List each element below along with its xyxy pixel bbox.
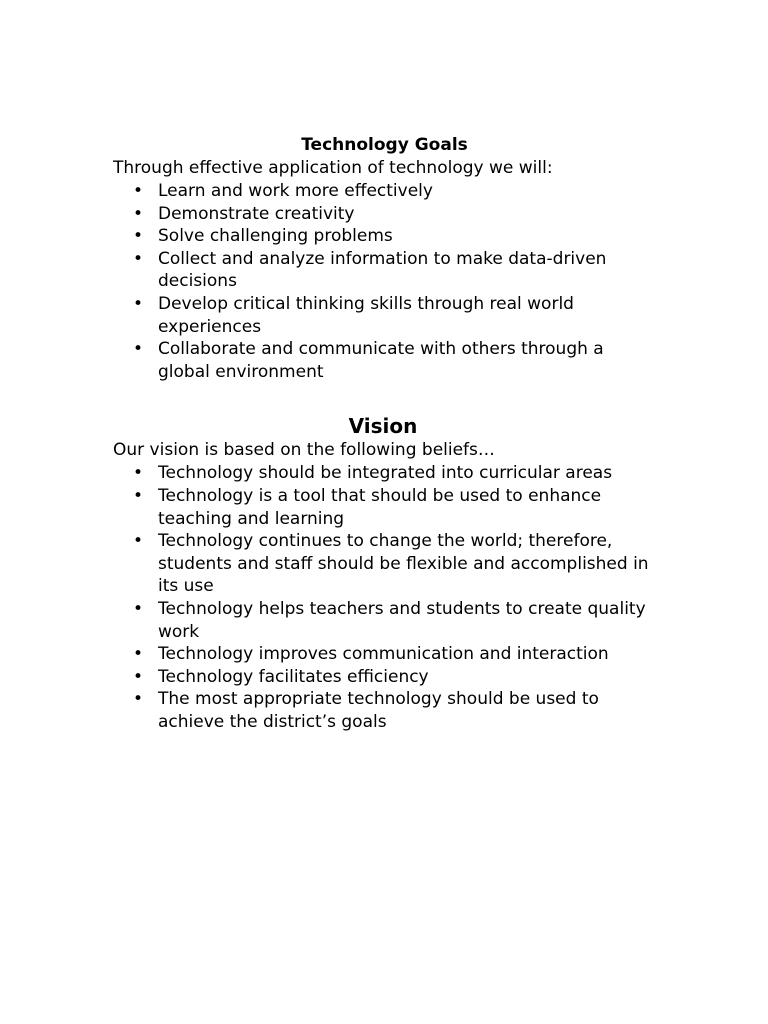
bullet-icon: • bbox=[133, 181, 144, 201]
list-item-text: Develop critical thinking skills through real world experiences bbox=[158, 293, 574, 337]
bullet-icon: • bbox=[133, 689, 144, 710]
list-item-text: Demonstrate creativity bbox=[158, 203, 355, 224]
list-item bbox=[113, 643, 658, 666]
section-spacer bbox=[113, 383, 658, 413]
bullet-icon: • bbox=[133, 293, 144, 314]
bullet-icon: • bbox=[133, 485, 144, 506]
vision-list bbox=[113, 462, 658, 733]
list-item-text: Solve challenging problems bbox=[158, 226, 393, 247]
technology-goals-heading: Technology Goals bbox=[301, 135, 468, 155]
list-item-text: Technology facilitates efficiency bbox=[158, 666, 429, 687]
list-item-text: Technology is a tool that should be used to enhance teaching and learning bbox=[158, 485, 602, 529]
technology-goals-list bbox=[113, 180, 658, 383]
bullet-icon: • bbox=[133, 339, 144, 360]
list-item bbox=[113, 666, 658, 689]
bullet-icon: • bbox=[133, 248, 144, 269]
list-item bbox=[113, 462, 658, 485]
list-item bbox=[113, 688, 658, 733]
list-item bbox=[113, 530, 658, 598]
list-item-text: Technology helps teachers and students to create quality work bbox=[158, 598, 646, 642]
list-item-text: Learn and work more effectively bbox=[158, 181, 433, 201]
list-item bbox=[113, 225, 658, 248]
list-item bbox=[113, 485, 658, 530]
bullet-icon: • bbox=[133, 226, 144, 247]
list-item-text: Collect and analyze information to make data-driven decisions bbox=[158, 248, 607, 292]
list-item-text: Collaborate and communicate with others through a global environment bbox=[158, 339, 604, 382]
bullet-icon: • bbox=[133, 531, 144, 552]
list-item-text: Technology improves communication and interaction bbox=[158, 644, 609, 665]
vision-heading: Vision bbox=[348, 414, 418, 439]
list-item bbox=[113, 248, 658, 293]
vision-intro: Our vision is based on the following beliefs… bbox=[113, 440, 495, 461]
list-item bbox=[113, 203, 658, 226]
technology-goals-intro: Through effective application of technology we will: bbox=[113, 158, 553, 178]
list-item-text: The most appropriate technology should be used to achieve the district’s goals bbox=[158, 689, 599, 732]
bullet-icon: • bbox=[133, 666, 144, 687]
document-content bbox=[113, 134, 658, 733]
list-item-text: Technology continues to change the world; therefore, students and staff should be flexible and accomplished in its use bbox=[158, 531, 649, 597]
bullet-icon: • bbox=[133, 598, 144, 619]
list-item bbox=[113, 293, 658, 338]
bullet-icon: • bbox=[133, 644, 144, 665]
list-item-text: Technology should be integrated into curricular areas bbox=[158, 463, 613, 484]
list-item bbox=[113, 338, 658, 383]
bullet-icon: • bbox=[133, 203, 144, 224]
list-item bbox=[113, 598, 658, 643]
list-item bbox=[113, 180, 658, 203]
bullet-icon: • bbox=[133, 463, 144, 484]
